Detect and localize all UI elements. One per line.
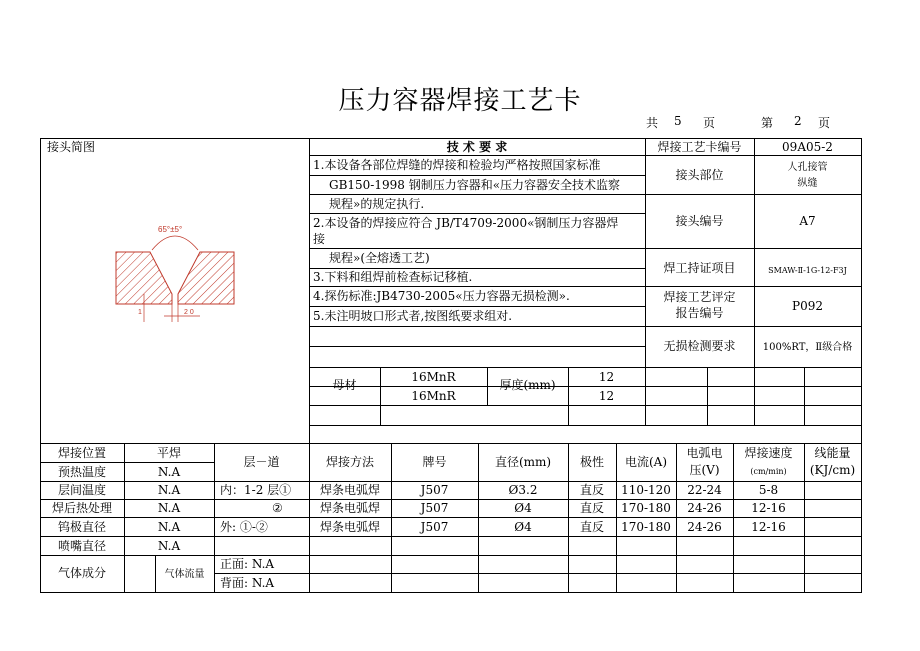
thickness-label: 厚度(mm)	[499, 378, 556, 392]
angle-label: 65°±5°	[158, 225, 183, 234]
table-row-dia: Ø4	[514, 501, 532, 515]
col-heat-unit: (KJ/cm)	[809, 463, 856, 477]
pqr: P092	[792, 299, 823, 313]
table-row-brand: J507	[420, 520, 449, 534]
page-total-label: 共	[646, 116, 659, 130]
cert-label: 焊工持证项目	[663, 261, 736, 275]
groove-sketch	[100, 210, 250, 330]
table-row-polarity: 直反	[579, 483, 604, 497]
tungsten: N.A	[157, 520, 181, 534]
page-unit: 页	[818, 116, 831, 130]
joint-part: 纵缝	[797, 178, 818, 189]
gap-label: 2 0	[184, 309, 194, 316]
tech-line: 1.本设备各部位焊缝的焊接和检验均严格按照国家标准	[313, 158, 601, 172]
card-no: 09A05-2	[782, 140, 833, 154]
joint-part-label: 接头部位	[675, 168, 724, 182]
tech-line: 3.下料和组焊前检查标记移植.	[313, 270, 473, 284]
table-row-polarity: 直反	[579, 520, 604, 534]
tech-line: 4.探伤标准:JB4730-2005«压力容器无损检测».	[313, 289, 570, 303]
root-face-label: 1	[138, 309, 142, 316]
col-polarity: 极性	[579, 455, 604, 469]
table-row-speed: 5-8	[758, 483, 779, 497]
col-dia: 直径(mm)	[494, 455, 552, 469]
table-row-current: 170-180	[621, 520, 671, 534]
table-row-brand: J507	[420, 483, 449, 497]
table-row-speed: 12-16	[751, 501, 786, 515]
table-row-brand: J507	[420, 501, 449, 515]
tech-header: 技 术 要 求	[446, 140, 508, 154]
page-title: 压力容器焊接工艺卡	[338, 86, 582, 116]
card-no-label: 焊接工艺卡编号	[657, 140, 742, 154]
gasflow-label: 气体流量	[164, 569, 205, 580]
joint-part: 人孔接管	[787, 162, 828, 173]
ndt: 100%RT，Ⅱ级合格	[762, 342, 853, 353]
col-speed-unit: (cm/min)	[750, 467, 787, 476]
table-row-layer: 外: ①-②	[220, 520, 268, 534]
table-row-voltage: 24-26	[687, 520, 722, 534]
table-row-current: 170-180	[621, 501, 671, 515]
tech-line: GB150-1998 钢制压力容器和«压力容器安全技术监察	[329, 178, 621, 192]
pqr-label: 报告编号	[675, 306, 724, 320]
material-2: 16MnR	[411, 389, 456, 403]
interpass: N.A	[157, 483, 181, 497]
gas-label: 气体成分	[57, 566, 106, 580]
gas-front: 正面: N.A	[220, 557, 275, 571]
tech-line: 接	[313, 232, 326, 246]
pwht-label: 焊后热处理	[51, 501, 112, 515]
nozzle: N.A	[157, 539, 181, 553]
pwht: N.A	[157, 501, 181, 515]
page-unit: 页	[703, 116, 716, 130]
pos: 平焊	[156, 446, 181, 460]
table-row-layer: 内：1-2 层①	[220, 483, 292, 497]
tungsten-label: 钨极直径	[57, 520, 106, 534]
thickness-1: 12	[598, 370, 615, 384]
nozzle-label: 喷嘴直径	[57, 539, 106, 553]
col-heat: 线能量	[814, 446, 851, 460]
joint-no-label: 接头编号	[675, 214, 724, 228]
gas-back: 背面: N.A	[220, 576, 275, 590]
page-current: 2	[794, 114, 802, 128]
col-brand: 牌号	[422, 455, 447, 469]
table-row-current: 110-120	[621, 483, 671, 497]
preheat-label: 预热温度	[57, 465, 106, 479]
col-layer: 层－道	[243, 455, 280, 469]
page-total: 5	[674, 114, 682, 128]
sketch-label: 接头简图	[47, 140, 96, 154]
table-row-method: 焊条电弧焊	[319, 501, 380, 515]
table-row-dia: Ø4	[514, 520, 532, 534]
table-row-method: 焊条电弧焊	[319, 520, 380, 534]
table-row-layer: ②	[272, 501, 283, 515]
pqr-label: 焊接工艺评定	[663, 290, 736, 304]
table-row-polarity: 直反	[579, 501, 604, 515]
col-voltage: 压(V)	[689, 463, 720, 477]
table-row-dia: Ø3.2	[508, 483, 538, 497]
table-row-method: 焊条电弧焊	[319, 483, 380, 497]
pos-label: 焊接位置	[57, 446, 106, 460]
cert: SMAW-Ⅱ-1G-12-F3J	[768, 266, 847, 275]
material-label: 母材	[332, 378, 357, 392]
preheat: N.A	[157, 465, 181, 479]
joint-no: A7	[799, 214, 816, 228]
col-speed: 焊接速度	[744, 446, 793, 460]
tech-line: 2.本设备的焊接应符合 JB/T4709-2000«钢制压力容器焊	[313, 216, 619, 230]
col-current: 电流(A)	[624, 455, 668, 469]
tech-line: 规程»(全熔透工艺)	[329, 251, 430, 265]
interpass-label: 层间温度	[57, 483, 106, 497]
ndt-label: 无损检测要求	[663, 339, 736, 353]
tech-line: 5.未注明坡口形式者,按图纸要求组对.	[313, 309, 513, 323]
material-1: 16MnR	[411, 370, 456, 384]
col-voltage: 电弧电	[686, 446, 723, 460]
table-row-voltage: 24-26	[687, 501, 722, 515]
page-current-label: 第	[761, 116, 774, 130]
col-method: 焊接方法	[325, 455, 374, 469]
table-row-voltage: 22-24	[687, 483, 722, 497]
tech-line: 规程»的规定执行.	[329, 197, 425, 211]
thickness-2: 12	[598, 389, 615, 403]
table-row-speed: 12-16	[751, 520, 786, 534]
